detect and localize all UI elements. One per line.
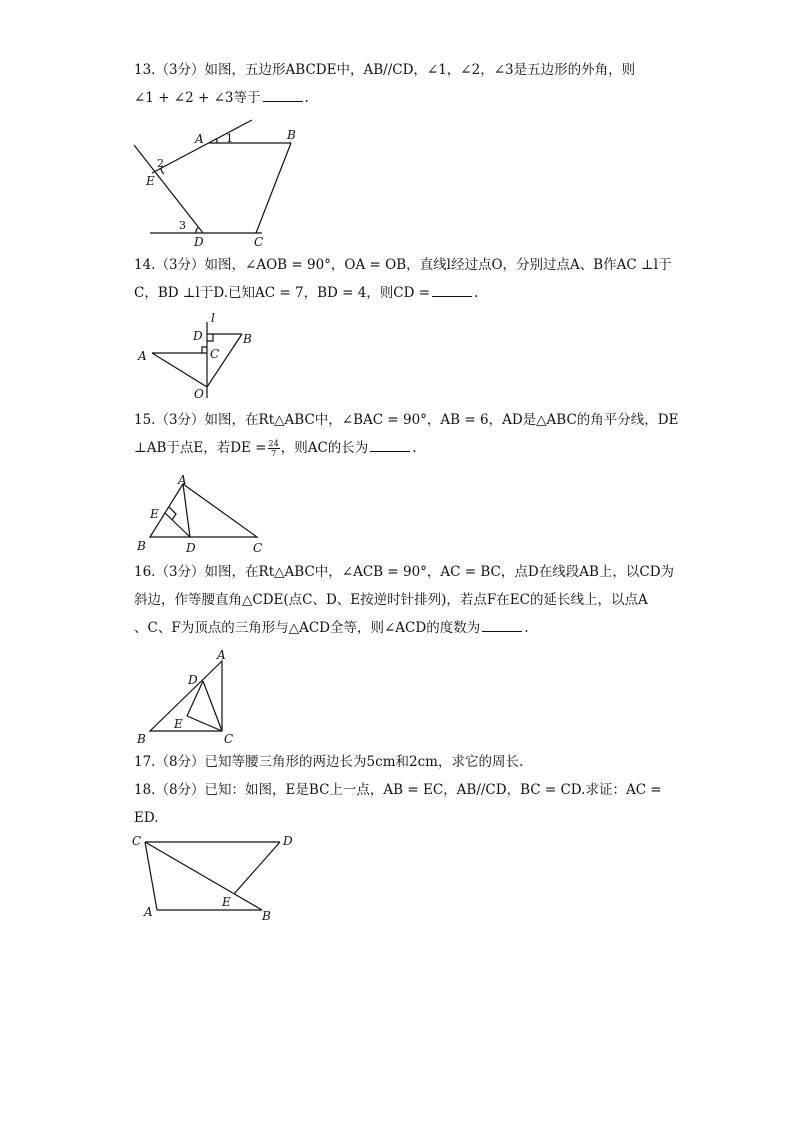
q13-label-d: D [194, 235, 204, 249]
q17-text-line1: 17.（8分）已知等腰三角形的两边长为5cm和2cm，求它的周长. [134, 754, 524, 770]
q14-period: . [474, 285, 479, 301]
q13-text: ∠1 + ∠2 + ∠3等于 [134, 90, 261, 106]
q18-line-de [234, 842, 280, 894]
q16-text-line1: 16.（3分）如图，在Rt△ABC中，∠ACB = 90°，AC = BC，点D在线段AB上，以CD为 [134, 564, 675, 580]
q15-fraction-denominator: 7 [271, 449, 277, 458]
q14-label-l: l [211, 311, 215, 325]
q15-period: . [412, 440, 417, 456]
q18-label-a: A [144, 905, 153, 919]
q16-label-a: A [217, 648, 226, 662]
q15-label-c: C [253, 541, 263, 555]
q16-label-c: C [224, 732, 234, 746]
q15-label-d: D [186, 541, 196, 555]
q18-line-cb [145, 842, 262, 910]
q14-label-o: O [194, 387, 204, 401]
q13-label-angle3: 3 [179, 219, 186, 232]
q13-label-e: E [146, 174, 155, 188]
q14-text: C，BD ⊥l于D.已知AC = 7，BD = 4，则CD = [134, 285, 431, 301]
q14-text-line1: 14.（3分）如图，∠AOB = 90°，OA = OB，直线l经过点O，分别过点A、B作AC ⊥l于 [134, 257, 672, 273]
q18-label-e: E [222, 895, 231, 909]
q13-label-c: C [254, 235, 264, 249]
q13-label-angle2: 2 [157, 157, 164, 170]
q15-label-a: A [178, 473, 187, 487]
q13-period: . [304, 90, 309, 106]
q18-text-line2: ED. [134, 810, 159, 826]
q14-label-a: A [138, 349, 147, 363]
q16-label-b: B [137, 732, 146, 746]
q15-label-b: B [137, 539, 146, 553]
q16-label-e: E [174, 717, 183, 731]
q14-label-d: D [193, 329, 203, 343]
q16-text: 、C、F为顶点的三角形与△ACD全等，则∠ACD的度数为 [134, 620, 481, 636]
q18-text-line1: 18.（8分）已知：如图，E是BC上一点，AB = EC，AB//CD，BC = CD.求证：AC = [134, 782, 662, 798]
q18-label-c: C [132, 834, 142, 848]
q15-text-a: ⊥AB于点E，若DE = [134, 440, 267, 456]
q16-period: . [524, 620, 529, 636]
q13-label-angle1: 1 [226, 132, 233, 145]
q18-label-d: D [283, 834, 293, 848]
q15-fraction-numerator: 24 [268, 439, 279, 448]
q16-text-line2: 斜边，作等腰直角△CDE(点C、D、E按逆时针排列)，若点F在EC的延长线上，以点A [134, 592, 648, 608]
q14-label-c: C [210, 347, 220, 361]
q18-label-b: B [262, 909, 271, 923]
q15-text-line1: 15.（3分）如图，在Rt△ABC中，∠BAC = 90°，AB = 6，AD是△ABC的角平分线，DE [134, 412, 679, 428]
q13-label-b: B [287, 128, 296, 142]
q16-label-d: D [188, 673, 198, 687]
q15-text-b: ，则AC的长为 [280, 440, 369, 456]
q15-label-e: E [150, 507, 159, 521]
q13-text-line1: 13.（3分）如图，五边形ABCDE中，AB//CD，∠1，∠2，∠3是五边形的外角，则 [134, 62, 636, 78]
q14-label-b: B [243, 332, 252, 346]
q18-line-ca [145, 842, 157, 910]
q13-label-a: A [195, 132, 204, 146]
